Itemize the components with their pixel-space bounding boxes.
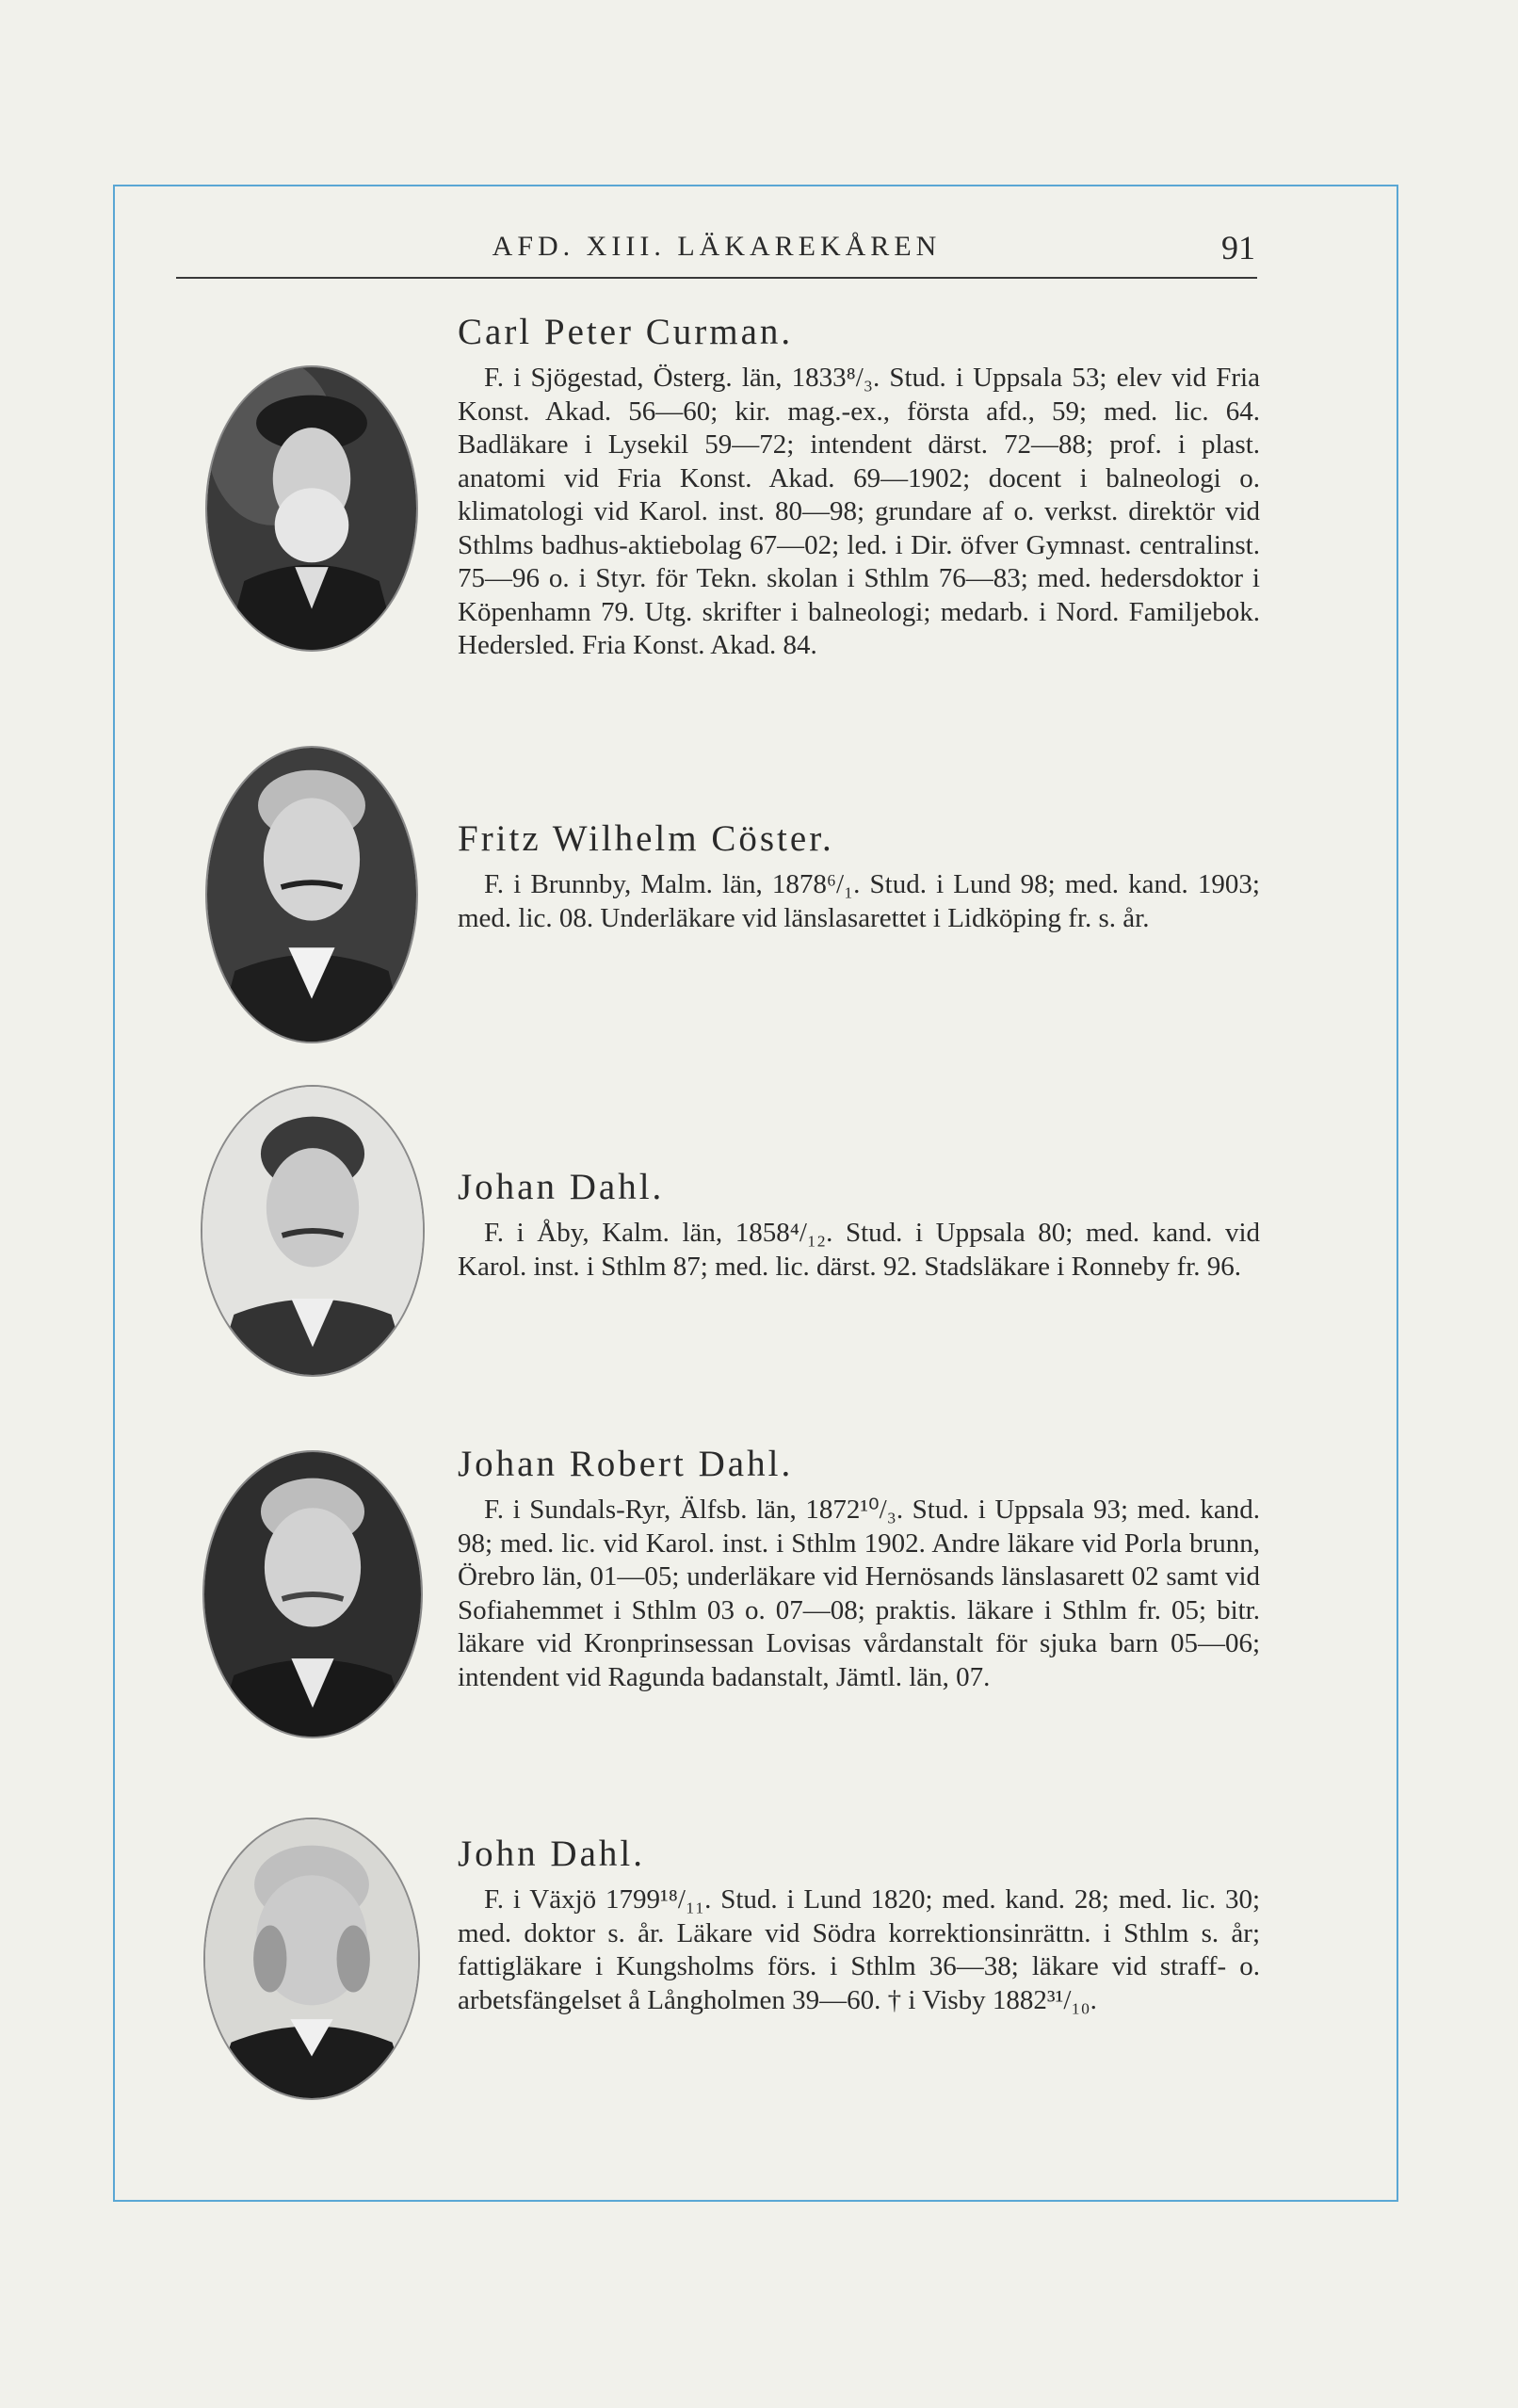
page-number: 91 — [1221, 229, 1255, 267]
entry-coster-text — [458, 816, 1260, 935]
entry-name: Johan Dahl. — [458, 1167, 665, 1207]
entry-johan-dahl-text — [458, 1164, 1260, 1284]
portrait-john-dahl-image — [205, 1819, 418, 2098]
portrait-johan-robert-dahl-image — [204, 1452, 421, 1737]
entry-name: Carl Peter Curman. — [458, 312, 794, 352]
entry-name: John Dahl. — [458, 1834, 645, 1874]
entry-curman-text — [458, 309, 1260, 663]
portrait-curman — [205, 365, 418, 652]
entry-name: Johan Robert Dahl. — [458, 1444, 794, 1484]
entry-johan-robert-dahl-text — [458, 1441, 1260, 1694]
entry-name: Fritz Wilhelm Cöster. — [458, 818, 834, 859]
portrait-john-dahl — [203, 1818, 420, 2100]
running-head: AFD. XIII. LÄKAREKÅREN — [492, 231, 942, 262]
entry-bio: F. i Brunnby, Malm. län, 1878⁶/₁. Stud. i Lund 98; med. kand. 1903; med. lic. 08. Underläkare vid länslasarettet i Lidköping fr. s. år. — [458, 869, 1260, 933]
portrait-johan-dahl — [201, 1085, 425, 1377]
page-header — [176, 228, 1257, 279]
entry-bio: F. i Sundals-Ryr, Älfsb. län, 1872¹⁰/₃. Stud. i Uppsala 93; med. kand. 98; med. lic. vid Karol. inst. i Sthlm 1902. Andre läkare vid Porla brunn, Örebro län, 01—05; underläkare vid Hernösands länslasarett 02 samt vid Sofiahemmet i Sthlm 03 o. 07—08; praktis. läkare i Sthlm fr. 05; bitr. läkare vid Kronprinsessan Lovisas vårdanstalt för sjuka barn 05—06; intendent vid Ragunda badanstalt, Jämtl. län, 07. — [458, 1495, 1260, 1692]
entry-bio: F. i Växjö 1799¹⁸/₁₁. Stud. i Lund 1820; med. kand. 28; med. lic. 30; med. doktor s. år. Läkare vid Södra korrektionsinrättn. i Sthlm s. år; fattigläkare i Kungsholms förs. i Sthlm 36—38; läkare vid straff- o. arbetsfängelset å Långholmen 39—60. † i Visby 1882³¹/₁₀. — [458, 1884, 1260, 2015]
portrait-coster — [205, 746, 418, 1043]
entry-bio: F. i Åby, Kalm. län, 1858⁴/₁₂. Stud. i Uppsala 80; med. kand. vid Karol. inst. i Sthlm 87; med. lic. därst. 92. Stadsläkare i Ronneby fr. 96. — [458, 1218, 1260, 1282]
entry-john-dahl-text — [458, 1831, 1260, 2017]
portrait-johan-robert-dahl — [202, 1450, 423, 1738]
portrait-coster-image — [207, 748, 416, 1042]
portrait-curman-image — [207, 367, 416, 650]
entry-bio: F. i Sjögestad, Österg. län, 1833⁸/₃. Stud. i Uppsala 53; elev vid Fria Konst. Akad. 56—60; kir. mag.-ex., första afd., 59; med. lic. 64. Badläkare i Lysekil 59—72; intendent därst. 72—88; prof. i plast. anatomi vid Fria Konst. Akad. 69—1902; docent i balneologi o. klimatologi vid Karol. inst. 80—98; grundare af o. verkst. direktör vid Sthlms badhus-aktiebolag 67—02; led. i Dir. öfver Gymnast. centralinst. 75—96 o. i Styr. för Tekn. skolan i Sthlm 76—83; med. hedersdoktor i Köpenhamn 79. Utg. skrifter i balneologi; medarb. i Nord. Familjebok. Hedersled. Fria Konst. Akad. 84. — [458, 363, 1260, 660]
portrait-johan-dahl-image — [202, 1087, 423, 1375]
